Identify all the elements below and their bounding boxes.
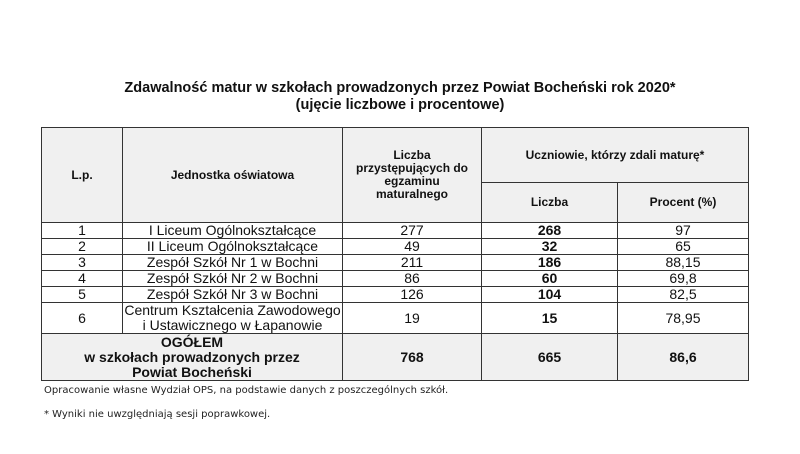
header-lp: L.p. (42, 128, 123, 223)
cell-lp: 3 (42, 255, 123, 271)
total-label-line2: w szkołach prowadzonych przez (84, 348, 300, 365)
cell-lp: 1 (42, 223, 123, 239)
cell-percent: 65 (618, 239, 749, 255)
total-passed: 665 (482, 334, 618, 381)
cell-percent: 69,8 (618, 271, 749, 287)
cell-unit (123, 303, 343, 334)
cell-passed: 15 (482, 303, 618, 334)
cell-percent: 88,15 (618, 255, 749, 271)
cell-unit-line1: Centrum Kształcenia Zawodowego (124, 302, 341, 318)
cell-lp: 5 (42, 287, 123, 303)
table-row (42, 303, 749, 334)
header-count: Liczba przystępujących do egzaminu maturalnego (343, 128, 482, 223)
header-row (42, 128, 749, 183)
footnote: * Wyniki nie uwzględniają sesji poprawkowej. (44, 409, 271, 420)
table-row (42, 239, 749, 255)
header-passed-group: Uczniowie, którzy zdali maturę* (482, 128, 749, 183)
total-label-line3: Powiat Bocheński (132, 363, 252, 380)
table-row (42, 223, 749, 239)
cell-passed: 104 (482, 287, 618, 303)
table-row (42, 271, 749, 287)
cell-count: 211 (343, 255, 482, 271)
cell-lp: 4 (42, 271, 123, 287)
cell-percent: 97 (618, 223, 749, 239)
header-passed-count: Liczba (482, 183, 618, 223)
cell-unit: Zespół Szkół Nr 3 w Bochni (123, 287, 343, 303)
cell-unit-line2: i Ustawicznego w Łapanowie (142, 317, 323, 333)
cell-count: 86 (343, 271, 482, 287)
source-note: Opracowanie własne Wydział OPS, na podstawie danych z poszczególnych szkół. (44, 385, 449, 396)
total-label-line1: OGÓŁEM (160, 333, 224, 350)
table-row (42, 255, 749, 271)
cell-unit: Zespół Szkół Nr 2 w Bochni (123, 271, 343, 287)
cell-percent: 78,95 (618, 303, 749, 334)
total-count: 768 (343, 334, 482, 381)
cell-percent: 82,5 (618, 287, 749, 303)
total-percent: 86,6 (618, 334, 749, 381)
cell-unit: Zespół Szkół Nr 1 w Bochni (123, 255, 343, 271)
cell-passed: 268 (482, 223, 618, 239)
total-row (42, 334, 749, 381)
cell-count: 19 (343, 303, 482, 334)
results-table (41, 127, 749, 381)
header-unit: Jednostka oświatowa (123, 128, 343, 223)
cell-unit: I Liceum Ogólnokształcące (123, 223, 343, 239)
total-label (42, 334, 343, 381)
cell-lp: 2 (42, 239, 123, 255)
header-passed-percent: Procent (%) (618, 183, 749, 223)
table-row (42, 287, 749, 303)
cell-count: 126 (343, 287, 482, 303)
cell-lp: 6 (42, 303, 123, 334)
document-subtitle: (ujęcie liczbowe i procentowe) (295, 97, 505, 113)
cell-passed: 60 (482, 271, 618, 287)
cell-count: 277 (343, 223, 482, 239)
cell-unit: II Liceum Ogólnokształcące (123, 239, 343, 255)
document-title: Zdawalność matur w szkołach prowadzonych przez Powiat Bocheński rok 2020* (124, 80, 676, 96)
cell-passed: 32 (482, 239, 618, 255)
cell-passed: 186 (482, 255, 618, 271)
cell-count: 49 (343, 239, 482, 255)
